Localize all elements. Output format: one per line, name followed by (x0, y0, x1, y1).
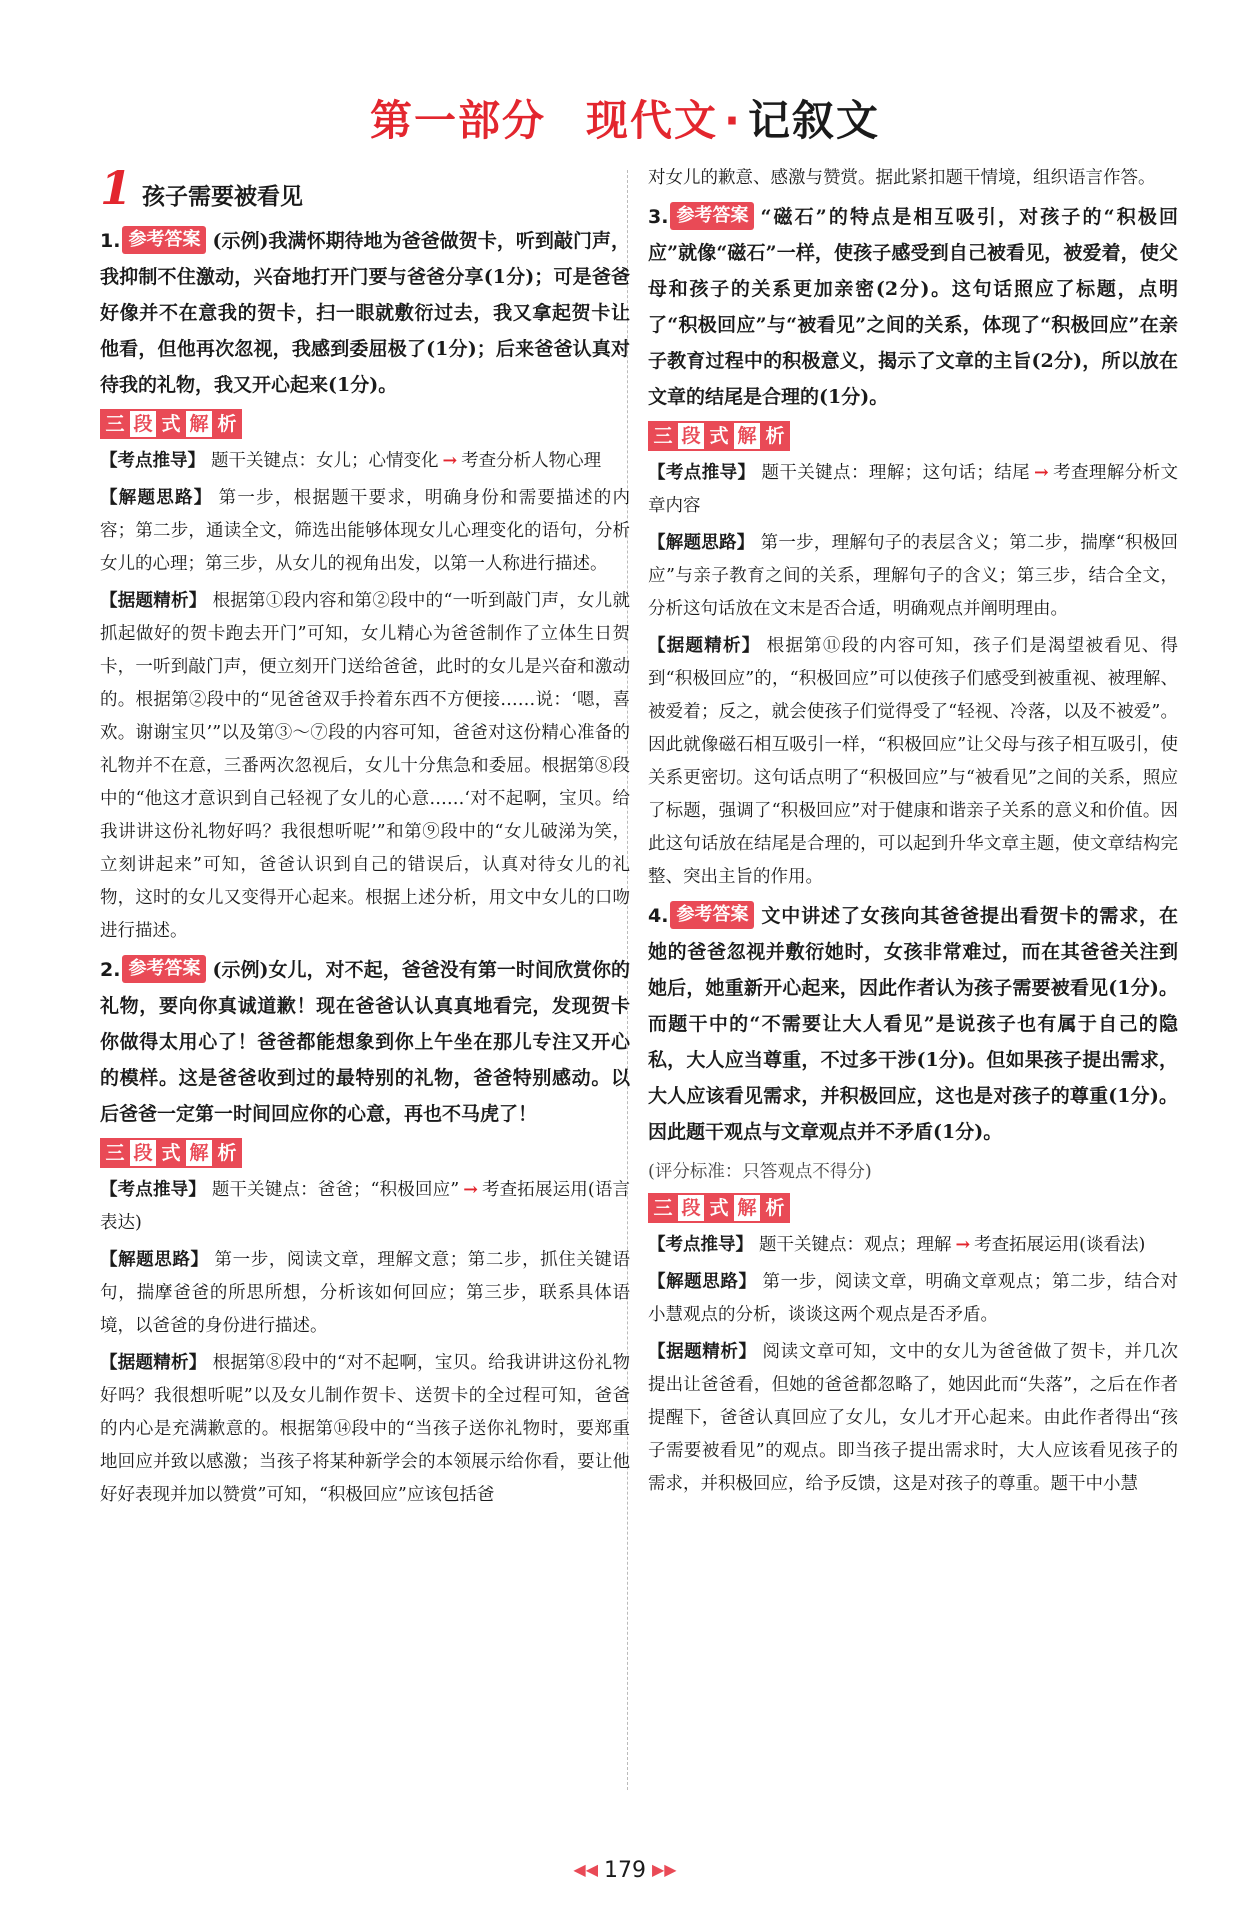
continued-paragraph: 对女儿的歉意、感激与赞赏。据此紧扣题干情境，组织语言作答。 (648, 168, 1156, 188)
question-3-answer (648, 199, 1178, 415)
analysis-header (648, 1193, 1178, 1223)
kaodian-paragraph (648, 457, 1178, 523)
analysis-char: 段 (128, 409, 158, 439)
kaodian-label: 【考点推导】 (100, 451, 205, 471)
analysis-char: 式 (704, 421, 734, 451)
jingxi-text: 根据第①段内容和第②段中的“一听到敲门声，女儿就抓起做好的贺卡跑去开门”可知，女儿精心为爸爸制作了立体生日贺卡，一听到敲门声，便立刻开门送给爸爸，此时的女儿是兴奋和激动的。根据第②段中的“见爸爸双手拎着东西不方便接……说：‘嗯，喜欢。谢谢宝贝’”以及第③～⑦段的内容可知，爸爸对这份精心准备的礼物并不在意，三番两次忽视后，女儿十分焦急和委屈。根据第⑧段中的“他这才意识到自己轻视了女儿的心意……‘对不起啊，宝贝。给我讲讲这份礼物好吗？我很想听呢’”和第⑨段中的“女儿破涕为笑，立刻讲起来”可知，爸爸认识到自己的错误后，认真对待女儿的礼物，这时的女儿又变得开心起来。根据上述分析，用文中女儿的口吻进行描述。 (100, 591, 630, 941)
kaodian-paragraph (100, 1174, 630, 1240)
silu-label: 【解题思路】 (100, 488, 213, 508)
analysis-char: 式 (704, 1193, 734, 1223)
jingxi-label: 【据题精析】 (100, 1353, 207, 1373)
genre-label: 现代文 (586, 96, 719, 145)
silu-paragraph (100, 482, 630, 581)
jingxi-text: 阅读文章可知，文中的女儿为爸爸做了贺卡，并几次提出让爸爸看，但她的爸爸都忽略了，她因此而“失落”，之后在作者提醒下，爸爸认真回应了女儿，女儿才开心起来。由此作者得出“孩子需要被看见”的观点。即当孩子提出需求时，大人应该看见孩子的需求，并积极回应，给予反馈，这是对孩子的尊重。题干中小慧 (648, 1342, 1179, 1494)
silu-paragraph (100, 1244, 630, 1343)
kaodian-paragraph (648, 1229, 1178, 1262)
answer-text: (示例)女儿，对不起，爸爸没有第一时间欣赏你的礼物，要向你真诚道歉！现在爸爸认认真真地看完，发现贺卡你做得太用心了！爸爸都能想象到你上午坐在那儿专注又开心的模样。这是爸爸收到过的最特别的礼物，爸爸特别感动。以后爸爸一定第一时间回应你的心意，再也不马虎了！ (100, 959, 630, 1125)
answer-text: (示例)我满怀期待地为爸爸做贺卡，听到敲门声，我抑制不住激动，兴奋地打开门要与爸爸分享(1分)；可是爸爸好像并不在意我的贺卡，扫一眼就敷衍过去，我又拿起贺卡让他看，但他再次忽视，我感到委屈极了(1分)；后来爸爸认真对待我的礼物，我又开心起来(1分)。 (100, 230, 630, 396)
chevron-right-icon: ▶▶ (652, 1860, 677, 1879)
jingxi-label: 【据题精析】 (648, 1342, 757, 1362)
answer-text: 文中讲述了女孩向其爸爸提出看贺卡的需求，在她的爸爸忽视并敷衍她时，女孩非常难过，而在其爸爸关注到她后，她重新开心起来，因此作者认为孩子需要被看见(1分)。而题干中的“不需要让大人看见”是说孩子也有属于自己的隐私，大人应当尊重，不过多干涉(1分)。但如果孩子提出需求，大人应该看见需求，并积极回应，这也是对孩子的尊重(1分)。因此题干观点与文章观点并不矛盾(1分)。 (648, 905, 1178, 1143)
analysis-char: 式 (156, 1138, 186, 1168)
analysis-header (648, 421, 1178, 451)
page-title (0, 88, 1250, 148)
silu-text: 第一步，阅读文章，理解文意；第二步，抓住关键语句，揣摩爸爸的所思所想，分析该如何回应；第三步，联系具体语境，以爸爸的身份进行描述。 (100, 1250, 631, 1336)
kaodian-result: 考查理解分析文章内容 (648, 463, 1179, 516)
kaodian-key: 题干关键点：女儿；心情变化 (211, 451, 439, 471)
jingxi-label: 【据题精析】 (648, 636, 761, 656)
analysis-char: 三 (648, 421, 678, 451)
silu-label: 【解题思路】 (648, 533, 755, 553)
arrow-icon: → (442, 451, 458, 471)
answer-badge: 参考答案 (670, 202, 754, 230)
section-heading (100, 161, 630, 215)
kaodian-paragraph (100, 445, 630, 478)
question-number: 3. (648, 206, 669, 228)
analysis-char: 解 (184, 1138, 214, 1168)
analysis-char: 解 (732, 421, 762, 451)
chevron-left-icon: ◀◀ (573, 1860, 598, 1879)
analysis-char: 解 (732, 1193, 762, 1223)
arrow-icon: → (1034, 463, 1049, 483)
jingxi-text: 根据第⑧段中的“对不起啊，宝贝。给我讲讲这份礼物好吗？我很想听呢”以及女儿制作贺卡、送贺卡的全过程可知，爸爸的内心是充满歉意的。根据第⑭段中的“当孩子送你礼物时，要郑重地回应并致以感激；当孩子将某种新学会的本领展示给你看，要让他好好表现并加以赞赏”可知，“积极回应”应该包括爸 (100, 1353, 630, 1505)
silu-paragraph (648, 1266, 1178, 1332)
question-number: 1. (100, 230, 121, 252)
analysis-char: 三 (100, 1138, 130, 1168)
arrow-icon: → (955, 1235, 971, 1255)
kaodian-key: 题干关键点：理解；这句话；结尾 (761, 463, 1031, 483)
question-1-answer (100, 223, 630, 403)
analysis-char: 三 (648, 1193, 678, 1223)
answer-badge: 参考答案 (670, 901, 754, 929)
analysis-char: 三 (100, 409, 130, 439)
analysis-char: 式 (156, 409, 186, 439)
section-number: 1 (100, 161, 133, 215)
page-footer (0, 1858, 1250, 1883)
analysis-char: 析 (212, 1138, 242, 1168)
part-label: 第一部分 (369, 96, 546, 145)
kaodian-result: 考查拓展运用(语言表达) (100, 1180, 631, 1233)
silu-text: 第一步，阅读文章，明确文章观点；第二步，结合对小慧观点的分析，谈谈这两个观点是否矛盾。 (648, 1272, 1179, 1325)
answer-badge: 参考答案 (122, 226, 206, 254)
analysis-header (100, 1138, 630, 1168)
arrow-icon: → (463, 1180, 478, 1200)
silu-label: 【解题思路】 (648, 1272, 757, 1292)
silu-paragraph (648, 527, 1178, 626)
answer-badge: 参考答案 (122, 955, 206, 983)
subgenre-label: 记叙文 (747, 96, 880, 145)
jingxi-paragraph (648, 630, 1178, 894)
analysis-header (100, 409, 630, 439)
analysis-char: 解 (184, 409, 214, 439)
page-number: 179 (604, 1858, 646, 1883)
jingxi-label: 【据题精析】 (100, 591, 207, 611)
kaodian-result: 考查分析人物心理 (461, 451, 602, 471)
jingxi-paragraph (100, 1347, 630, 1512)
analysis-char: 段 (128, 1138, 158, 1168)
silu-text: 第一步，根据题干要求，明确身份和需要描述的内容；第二步，通读全文，筛选出能够体现女儿心理变化的语句，分析女儿的心理；第三步，从女儿的视角出发，以第一人称进行描述。 (100, 488, 631, 574)
jingxi-paragraph (648, 1336, 1178, 1501)
silu-text: 第一步，理解句子的表层含义；第二步，揣摩“积极回应”与亲子教育之间的关系，理解句子的含义；第三步，结合全文，分析这句话放在文末是否合适，明确观点并阐明理由。 (648, 533, 1178, 619)
section-title: 孩子需要被看见 (142, 184, 304, 210)
analysis-char: 段 (676, 421, 706, 451)
question-2-answer (100, 952, 630, 1132)
analysis-char: 段 (676, 1193, 706, 1223)
silu-label: 【解题思路】 (100, 1250, 209, 1270)
question-number: 4. (648, 905, 669, 927)
answer-text: “磁石”的特点是相互吸引，对孩子的“积极回应”就像“磁石”一样，使孩子感受到自己被看见，被爱着，使父母和孩子的关系更加亲密(2分)。这句话照应了标题，点明了“积极回应”与“被看见”之间的关系，体现了“积极回应”在亲子教育过程中的积极意义，揭示了文章的主旨(2分)，所以放在文章的结尾是合理的(1分)。 (648, 206, 1178, 408)
title-dot: · (724, 96, 742, 145)
kaodian-label: 【考点推导】 (648, 463, 756, 483)
kaodian-result: 考查拓展运用(谈看法) (974, 1235, 1146, 1255)
kaodian-key: 题干关键点：爸爸；“积极回应” (211, 1180, 460, 1200)
analysis-char: 析 (760, 1193, 790, 1223)
right-column (648, 162, 1178, 1505)
jingxi-text: 根据第⑪段的内容可知，孩子们是渴望被看见、得到“积极回应”的，“积极回应”可以使孩子们感受到被重视、被理解、被爱着；反之，就会使孩子们觉得受了“轻视、冷落，以及不被爱”。因此就像磁石相互吸引一样，“积极回应”让父母与孩子相互吸引，使关系更密切。这句话点明了“积极回应”与“被看见”之间的关系，照应了标题，强调了“积极回应”对于健康和谐亲子关系的意义和价值。因此这句话放在结尾是合理的，可以起到升华文章主题，使文章结构完整、突出主旨的作用。 (648, 636, 1179, 887)
kaodian-key: 题干关键点：观点；理解 (759, 1235, 952, 1255)
question-4-answer (648, 898, 1178, 1150)
scoring-note: (评分标准：只答观点不得分) (648, 1162, 872, 1182)
jingxi-paragraph (100, 585, 630, 948)
left-column (100, 161, 631, 1516)
kaodian-label: 【考点推导】 (648, 1235, 753, 1255)
question-number: 2. (100, 959, 121, 981)
kaodian-label: 【考点推导】 (100, 1180, 206, 1200)
analysis-char: 析 (212, 409, 242, 439)
analysis-char: 析 (760, 421, 790, 451)
